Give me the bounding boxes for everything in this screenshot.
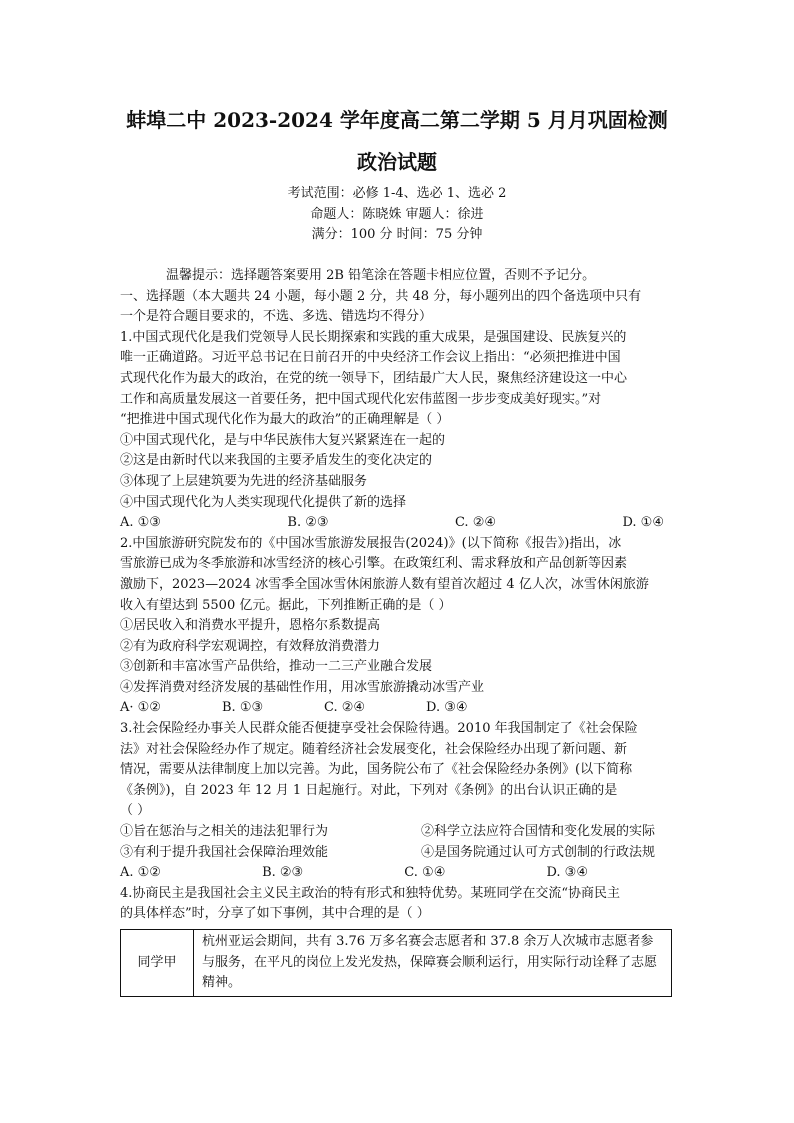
question-stem-line: 雪旅游已成为冬季旅游和冰雪经济的核心引擎。在政策红利、需求释放和产品创新等因素 [120, 556, 628, 572]
table-row [121, 930, 672, 997]
question-item: ①居民收入和消费水平提升，恩格尔系数提高 [120, 618, 381, 634]
question-stem-line: 法》对社会保险经办作了规定。随着经济社会发展变化，社会保险经办出现了新问题、新 [120, 741, 628, 757]
answer-options [120, 698, 676, 719]
question-item: ②有为政府科学宏观调控，有效释放消费潜力 [120, 638, 381, 654]
exam-score-time: 满分：100 分 时间：75 分钟 [311, 227, 483, 242]
option-b: B. ①③ [222, 700, 264, 716]
option-b: B. ②③ [287, 515, 329, 531]
question-1 [120, 328, 676, 534]
tip-text: 温馨提示：选择题答案要用 2B 铅笔涂在答题卡相应位置，否则不予记分。 [166, 268, 596, 283]
question-item: ③创新和丰富冰雪产品供给，推动一二三产业融合发展 [120, 659, 433, 675]
option-a: A. ①③ [120, 515, 161, 531]
example-table [120, 929, 672, 997]
question-item: ②科学立法应符合国情和变化发展的实际 [421, 824, 656, 840]
question-stem-line: 3.社会保险经办事关人民群众能否便捷享受社会保险待遇。2010 年我国制定了《社会保险 [120, 721, 638, 737]
option-d: D. ③④ [546, 865, 588, 881]
exam-title: 蚌埠二中 2023-2024 学年度高二第二学期 5 月月巩固检测 [126, 108, 668, 132]
question-item: ④是国务院通过认可方式创制的行政法规 [421, 844, 656, 860]
question-item: ①旨在惩治与之相关的违法犯罪行为 [120, 824, 329, 840]
question-4 [120, 884, 676, 997]
question-item: ③有利于提升我国社会保障治理效能 [120, 844, 329, 860]
question-item-row [120, 843, 676, 864]
question-stem-line: 1.中国式现代化是我们党领导人民长期探索和实践的重大成果，是强国建设、民族复兴的 [120, 329, 627, 345]
option-a: A· ①② [120, 700, 161, 716]
question-stem-line: 唯一正确道路。习近平总书记在日前召开的中央经济工作会议上指出：“必须把推进中国 [120, 350, 621, 366]
question-item: ②这是由新时代以来我国的主要矛盾发生的变化决定的 [120, 453, 433, 469]
section-header: 一、选择题（本大题共 24 小题，每小题 2 分，共 48 分，每小题列出的四个备选项中只有 [120, 288, 642, 304]
question-item: ④发挥消费对经济发展的基础性作用，用冰雪旅游撬动冰雪产业 [120, 679, 485, 695]
exam-authors: 命题人：陈晓姝 审题人：徐进 [310, 207, 484, 222]
question-stem-line: 2.中国旅游研究院发布的《中国冰雪旅游发展报告(2024)》(以下简称《报告》)指出，冰 [120, 535, 622, 551]
question-item: ④中国式现代化为人类实现现代化提供了新的选择 [120, 494, 407, 510]
option-c: C. ②④ [454, 515, 497, 531]
question-item: ①中国式现代化，是与中华民族伟大复兴紧紧连在一起的 [120, 432, 446, 448]
question-stem-line: 式现代化作为最大的政治，在党的统一领导下，团结最广大人民，聚焦经济建设这一中心 [120, 370, 628, 386]
question-stem-line: 情况，需要从法律制度上加以完善。为此，国务院公布了《社会保险经办条例》(以下简称 [120, 762, 633, 778]
section-header: 一个是符合题目要求的，不选、多选、错选均不得分） [120, 309, 433, 325]
exam-range: 考试范围：必修 1-4、选必 1、选必 2 [287, 186, 507, 201]
question-stem-line: 工作和高质量发展这一首要任务，把中国式现代化宏伟蓝图一步步变成美好现实。”对 [120, 391, 602, 407]
exam-subject: 政治试题 [357, 150, 437, 174]
question-2 [120, 534, 676, 719]
option-d: D. ③④ [426, 700, 468, 716]
question-stem-line: 《条例》)，自 2023 年 12 月 1 日起施行。对此，下列对《条例》的出台认识正确的是 [120, 782, 618, 798]
student-name-cell: 同学甲 [121, 930, 194, 997]
question-item: ③体现了上层建筑要为先进的经济基础服务 [120, 473, 368, 489]
option-c: C. ①④ [404, 865, 446, 881]
question-stem-line: 激励下，2023—2024 冰雪季全国冰雪休闲旅游人数有望首次超过 4 亿人次，冰雪休闲旅游 [120, 576, 649, 592]
answer-options [120, 513, 676, 534]
question-stem-line: “把推进中国式现代化作为最大的政治”的正确理解是（ ） [120, 412, 450, 428]
example-content-cell: 杭州亚运会期间，共有 3.76 万多名赛会志愿者和 37.8 余万人次城市志愿者参与服务，在平凡的岗位上发光发热，保障赛会顺利运行，用实际行动诠释了志愿精神。 [194, 930, 672, 997]
question-stem-line: 的具体样态”时，分享了如下事例，其中合理的是（ ） [120, 906, 430, 922]
question-stem-line: 4.协商民主是我国社会主义民主政治的特有形式和独特优势。某班同学在交流“协商民主 [120, 885, 621, 901]
exam-body [120, 266, 676, 997]
option-d: D. ①④ [622, 515, 664, 531]
question-item-row [120, 822, 676, 843]
option-b: B. ②③ [262, 865, 304, 881]
question-stem-line: （ ） [120, 803, 151, 819]
question-stem-line: 收入有望达到 5500 亿元。据此，下列推断正确的是（ ） [120, 597, 452, 613]
question-3 [120, 719, 676, 884]
option-a: A. ①② [120, 865, 161, 881]
option-c: C. ②④ [324, 700, 366, 716]
answer-options [120, 863, 676, 884]
